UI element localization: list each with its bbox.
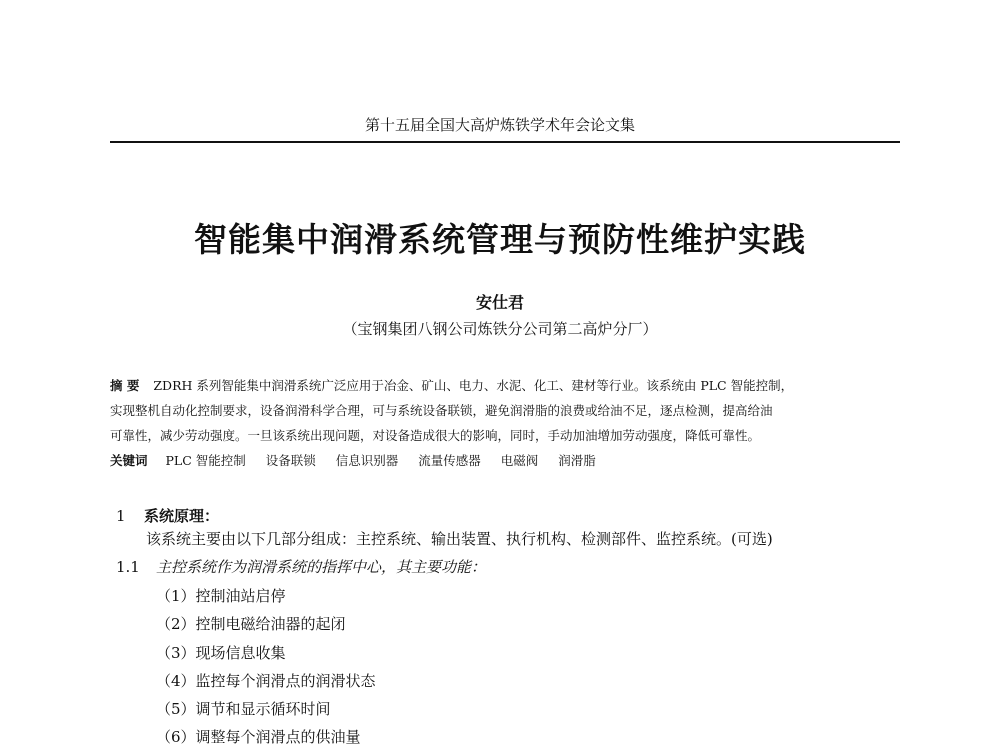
abstract-label: 摘 要: [110, 378, 140, 393]
list-item: （4）监控每个润滑点的润滑状态: [156, 672, 376, 690]
list-item: （5）调节和显示循环时间: [156, 700, 331, 718]
section-title: 系统原理：: [144, 507, 220, 525]
subsection-title: 主控系统作为润滑系统的指挥中心，其主要功能：: [156, 558, 487, 576]
section-heading: [116, 505, 219, 526]
list-item: （6）调整每个润滑点的供油量: [156, 728, 361, 746]
abstract-line: 实现整机自动化控制要求，设备润滑科学合理，可与系统设备联锁，避免润滑脂的浪费或给油不足，逐点检测，提高给油: [110, 403, 773, 418]
keyword: 流量传感器: [418, 453, 481, 468]
list-item: （2）控制电磁给油器的起闭: [156, 615, 346, 633]
running-header: 第十五届全国大高炉炼铁学术年会论文集: [364, 116, 635, 134]
list-item: （3）现场信息收集: [156, 644, 286, 662]
subsection-heading: [116, 556, 486, 577]
author: 安仕君: [475, 293, 524, 312]
paper-title: 智能集中润滑系统管理与预防性维护实践: [194, 220, 806, 259]
keywords-label: 关键词: [110, 453, 148, 468]
keyword: 电磁阀: [500, 453, 539, 468]
section-paragraph: 该系统主要由以下几部分组成：主控系统、输出装置、执行机构、检测部件、监控系统。(可选): [146, 530, 773, 548]
abstract-line: [110, 376, 793, 394]
keyword: 润滑脂: [558, 453, 596, 468]
subsection-number: 1.1: [116, 558, 140, 576]
list-item: （1）控制油站启停: [156, 587, 286, 605]
keywords-line: [110, 451, 612, 469]
abstract-text: ZDRH 系列智能集中润滑系统广泛应用于冶金、矿山、电力、水泥、化工、建材等行业。该系统由 PLC 智能控制，: [153, 378, 794, 393]
affiliation: （宝钢集团八钢公司炼铁分公司第二高炉分厂）: [342, 320, 658, 338]
header-rule: [110, 141, 900, 143]
section-number: 1: [116, 507, 126, 525]
abstract-line: 可靠性，减少劳动强度。一旦该系统出现问题，对设备造成很大的影响，同时，手动加油增加劳动强度，降低可靠性。: [110, 428, 761, 443]
keyword: 信息识别器: [335, 453, 399, 468]
keyword: PLC 智能控制: [165, 453, 246, 468]
keyword: 设备联锁: [265, 453, 316, 468]
